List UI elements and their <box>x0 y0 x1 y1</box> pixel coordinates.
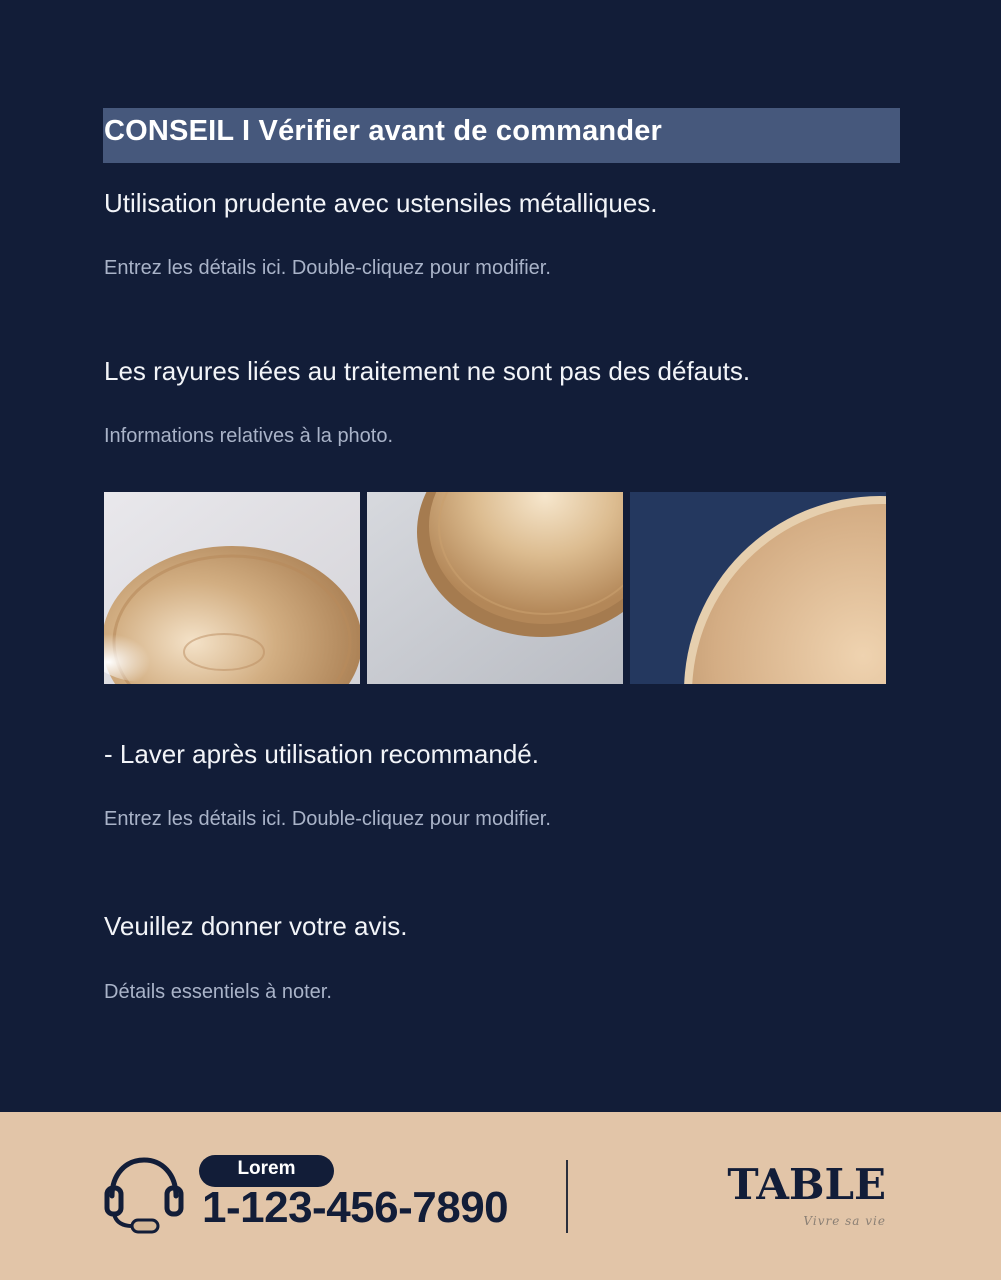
brand-logo: TABLE <box>727 1160 886 1209</box>
section-heading-3: - Laver après utilisation recommandé. <box>104 739 539 769</box>
photo-bowl-2 <box>367 492 623 684</box>
section-heading-1: Utilisation prudente avec ustensiles métalliques. <box>104 188 658 218</box>
page-title: CONSEIL I Vérifier avant de commander <box>104 115 663 147</box>
contact-label: Lorem <box>237 1158 296 1179</box>
section-heading-4: Veuillez donner votre avis. <box>104 911 408 941</box>
photo-bowl-3 <box>630 492 886 684</box>
section-detail-1: Entrez les détails ici. Double-cliquez pour modifier. <box>104 257 551 279</box>
brand-tagline: Vivre sa vie <box>803 1214 886 1228</box>
photo-bowl-1 <box>104 492 360 684</box>
section-detail-2: Informations relatives à la photo. <box>104 425 394 447</box>
section-heading-2: Les rayures liées au traitement ne sont pas des défauts. <box>104 356 751 386</box>
footer-divider <box>566 1160 568 1233</box>
section-detail-4: Détails essentiels à noter. <box>104 981 332 1003</box>
section-detail-3: Entrez les détails ici. Double-cliquez pour modifier. <box>104 808 551 830</box>
headset-icon <box>104 1156 186 1236</box>
phone-number[interactable]: 1-123-456-7890 <box>202 1183 509 1232</box>
